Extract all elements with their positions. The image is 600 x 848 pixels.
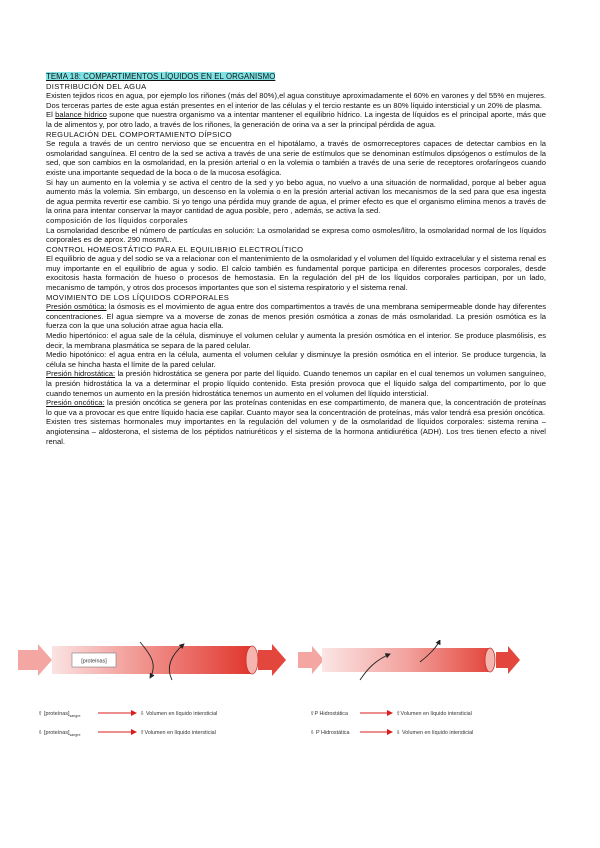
underlined-term: Presión hidrostática:	[46, 369, 116, 379]
capillary-end	[246, 646, 258, 674]
label-text: ⇧ [proteínas]	[38, 711, 70, 717]
label-subscript: sangre	[69, 714, 81, 718]
fig1-row2-right: ⇧Volumen en líquido intersticial	[140, 730, 216, 736]
paragraph: Se regula a través de un centro nervioso que se encuentra en el hipotálamo, a través de osmorreceptores capaces de detectar cambios en la osmolaridad sanguínea. El centro de la sed se activa a través de una serie de estímulos que se denominan estímulos dipsógenos o estímulos de la sed, que son cambios en la osmolaridad, en la presión arterial o en la volemia o también a través de una serie de receptores orofaríngeos cuando existe una importante sequedad de la boca o de la mucosa esofágica.	[46, 139, 546, 177]
fig2-row1-right: ⇧Volumen en líquido intersticial	[396, 711, 472, 717]
paragraph	[46, 369, 546, 398]
section-heading-homeostatico: CONTROL HOMEOSTÁTICO PARA EL EQUILIBRIO ELECTROLÍTICO	[46, 244, 304, 254]
underlined-term: Presión osmótica:	[46, 302, 107, 312]
fig1-row2-left	[38, 730, 81, 737]
section-heading-movimiento: MOVIMIENTO DE LOS LÍQUIDOS CORPORALES	[46, 292, 230, 302]
section-heading-distribucion: DISTRIBUCIÓN DEL AGUA	[46, 81, 147, 91]
paragraph: Existen tejidos ricos en agua, por ejemplo los riñones (más del 80%),el agua constituye aproximadamente el 60% en varones y del 55% en mujeres. Dos terceras partes de este agua están presentes en el interior de las células y el tercio restante es un 80% líquido intersticial y un 20% de plasma.	[46, 91, 546, 110]
flow-arrow-icon	[258, 644, 286, 676]
text: la presión hidrostática se genera por parte del líquido. Cuando tenemos un capilar en el cual tenemos un volumen sanguíneo, la presión hidrostática la va a determinar el propio líquido contenido. Esta presión provoca que el líquido salga del compartimento, por lo que cuando tenemos un aumento en la presión hidrostática tenemos un aumento en el volumen del líquido intersticial.	[46, 369, 546, 398]
paragraph: El equilibrio de agua y del sodio se va a relacionar con el mantenimiento de la osmolaridad y el volumen del líquido extracelular y el sistema renal es muy importante en el equilibrio de agua y sodio. El calcio también es fundamental porque participa en diferentes procesos corporales, desde exocitosis hasta formación de hueso o procesos de hemostasia. En la regulación del pH de los líquidos corporales participan, por un lado, mecanismo de tampón, y otros dos procesos importantes que son el sistema respiratorio y el sistema renal.	[46, 254, 546, 293]
label-subscript: sangre	[69, 733, 81, 737]
capillary	[322, 648, 490, 672]
proteins-label: [proteínas]	[81, 658, 107, 665]
paragraph: La osmolaridad describe el número de partículas en solución: La osmolaridad se expresa como osmoles/litro, la osmolaridad normal de los líquidos corporales es de aprox. 290 mosm/L.	[46, 225, 546, 245]
underlined-term: Presión oncótica:	[46, 398, 105, 408]
section-heading-composicion: composición de los líquidos corporales	[46, 215, 188, 225]
paragraph: Medio hipertónico: el agua sale de la célula, disminuye el volumen celular y aumenta la presión osmótica en el interior. Se produce plasmólisis, es decir, la membrana plasmática se separa de la pared celular.	[46, 331, 546, 350]
document-body	[46, 72, 546, 446]
capillary-diagram-oncotic	[18, 642, 286, 737]
fig2-row1-left: ⇧P Hidrostática	[310, 711, 348, 717]
capillary-end	[485, 648, 495, 672]
paragraph	[46, 110, 546, 129]
flow-arrow-icon	[496, 646, 520, 674]
capillary-diagram-hydrostatic	[298, 640, 520, 736]
fig2-row2-left: ⇩ P Hidrostática	[310, 730, 350, 736]
section-heading-dipsico: REGULACIÓN DEL COMPORTAMIENTO DÍPSICO	[46, 129, 232, 139]
text: la ósmosis es el movimiento de agua entre dos compartimentos a través de una membrana semipermeable donde hay diferentes concentraciones. El agua siempre va a moverse de zonas de menos presión osmótica a zonas de más osmolaridad. La presión osmótica es la fuerza con la que una solución atrae agua hacia ella.	[46, 302, 546, 331]
text: la presión oncótica se genera por las proteínas contenidas en ese compartimento, de manera que, la concentración de proteínas lo que va a provocar es que entre líquido hacia ese capilar. Cuanto mayor sea la concentración de proteínas, más valor tendrá esa presión oncótica.	[46, 398, 546, 417]
label-text: ⇩ [proteínas]	[38, 730, 70, 736]
paragraph: Si hay un aumento en la volemia y se activa el centro de la sed y yo bebo agua, no vuelvo a una situación de normalidad, porque al beber agua aumento más la volemia. Sin embargo, un descenso en la volemia o en la presión arterial activan los mecanismos de la sed para que esa ingesta de agua permita revertir ese cambio. Si yo tengo una pérdida muy grande de agua, el primer efecto es que el organismo elimina menos a través de la orina para intentar conservar la mayor cantidad de agua posible, pero , además, se activa la sed.	[46, 177, 546, 216]
text: supone que nuestra organismo va a intentar mantener el equilibrio hídrico. La ingesta de líquidos es el principal aporte, más que la de alimentos y, por otro lado, a través de los riñones, la generación de orina va a ser la principal pérdida de agua.	[46, 110, 546, 129]
diagrams	[0, 640, 600, 750]
paragraph	[46, 398, 546, 417]
fig1-row1-left	[38, 711, 81, 718]
paragraph	[46, 302, 546, 331]
paragraph: Existen tres sistemas hormonales muy importantes en la regulación del volumen y de la osmolaridad de líquidos corporales: sistema renina – angiotensina – aldosterona, el sistema de los péptidos natriuréticos y el sistema de la hormona antidiurética (ADH). Los tres tienen efecto a nivel renal.	[46, 417, 546, 446]
underlined-term: balance hídrico	[55, 110, 107, 120]
paragraph: Medio hipotónico: el agua entra en la célula, aumenta el volumen celular y disminuye la presión osmótica en el interior. Se produce turgencia, la célula se hincha hasta el límite de la pared celular.	[46, 350, 546, 369]
fig1-row1-right: ⇩ Volumen en líquido intersticial	[140, 711, 218, 717]
page-title: TEMA 18: COMPARTIMENTOS LÍQUIDOS EN EL ORGANISMO	[46, 72, 276, 81]
flow-arrow-icon	[298, 646, 324, 674]
fig2-row2-right: ⇩ Volumen en líquido intersticial	[396, 730, 474, 736]
text: El	[46, 110, 56, 120]
flow-arrow-icon	[18, 644, 52, 676]
